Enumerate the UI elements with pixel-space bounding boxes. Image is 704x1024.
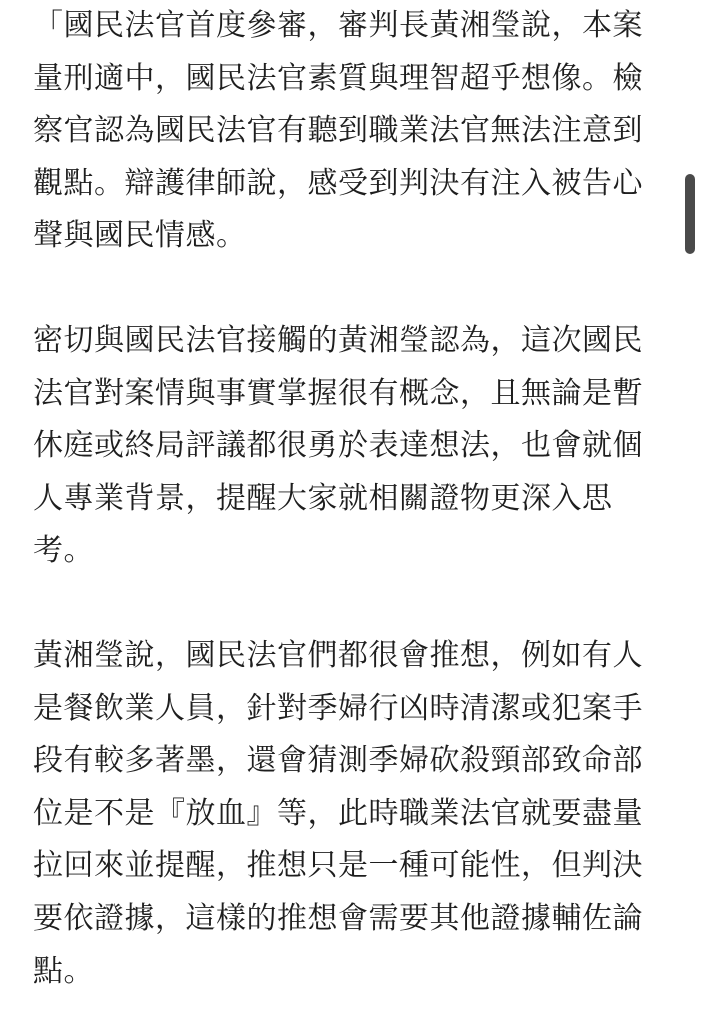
paragraph-1: 「國民法官首度參審，審判長黃湘瑩說，本案量刑適中，國民法官素質與理智超乎想像。檢察官認為國民法官有聽到職業法官無法注意到觀點。辯護律師說，感受到判決有注入被告心聲與國民情感。	[33, 8, 643, 254]
article-body	[33, 0, 663, 998]
scrollbar-thumb[interactable]	[685, 174, 695, 254]
paragraph-2: 密切與國民法官接觸的黃湘瑩認為，這次國民法官對案情與事實掌握很有概念，且無論是暫休庭或終局評議都很勇於表達想法，也會就個人專業背景，提醒大家就相關證物更深入思考。	[33, 322, 643, 569]
paragraph-3: 黃湘瑩說，國民法官們都很會推想，例如有人是餐飲業人員，針對季婦行凶時清潔或犯案手段有較多著墨，還會猜測季婦砍殺頸部致命部位是不是『放血』等，此時職業法官就要盡量拉回來並提醒，推想只是一種可能性，但判決要依證據，這樣的推想會需要其他證據輔佐論點。	[33, 637, 643, 989]
